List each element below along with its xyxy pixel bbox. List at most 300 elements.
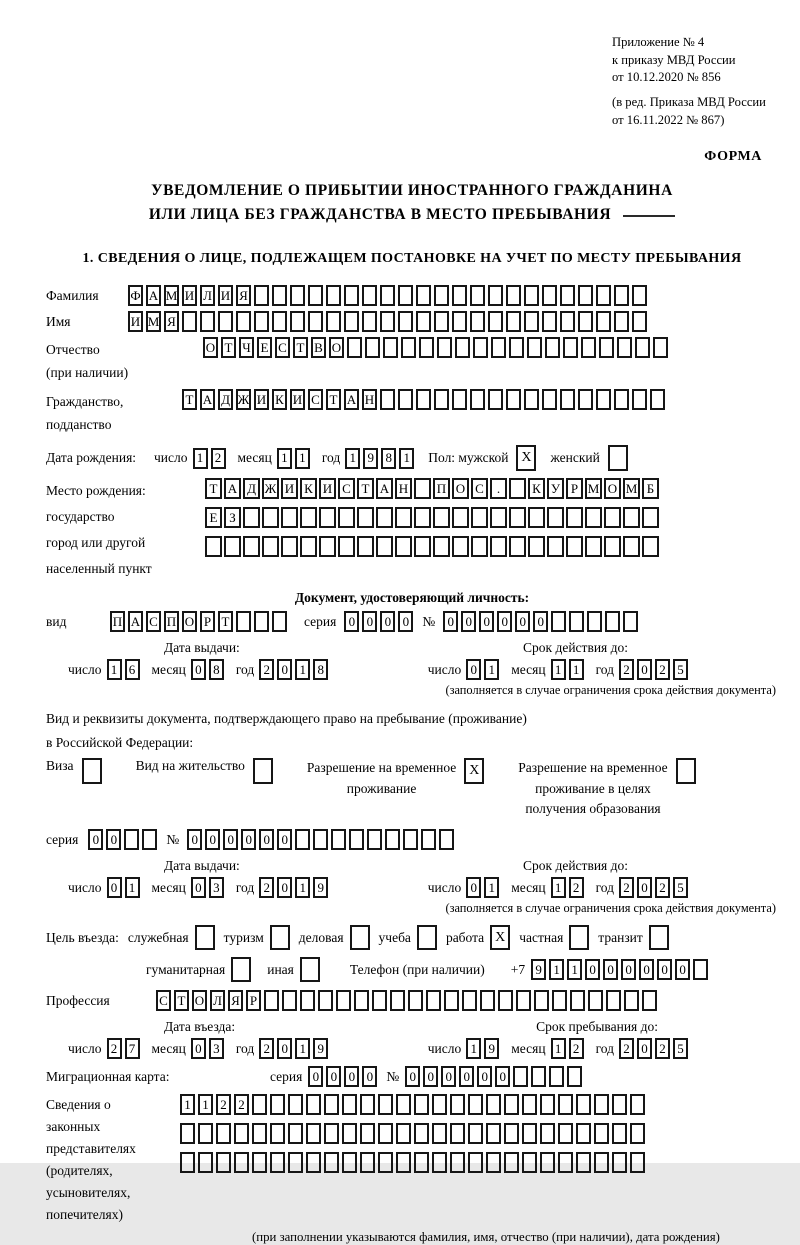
char-cell (488, 285, 503, 306)
char-cell: С (146, 611, 161, 632)
month-label: месяц (237, 450, 272, 466)
char-cell: 0 (466, 659, 481, 680)
stay-day-cells (466, 1038, 502, 1059)
char-cell: 1 (569, 659, 584, 680)
char-cell (142, 829, 157, 850)
char-cell: 8 (313, 659, 328, 680)
residence-issue-day-cells (107, 877, 143, 898)
residence-doc-line-2: в Российской Федерации: (46, 734, 194, 750)
char-cell (432, 1152, 447, 1173)
char-cell: 0 (191, 659, 206, 680)
char-cell (524, 389, 539, 410)
char-cell: Д (243, 478, 260, 499)
char-cell (585, 536, 602, 557)
birthplace-cells-block (205, 478, 661, 565)
birthdate-label: Дата рождения: (46, 450, 137, 466)
residence-valid-year-cells (619, 877, 691, 898)
char-cell (432, 1123, 447, 1144)
identity-valid-month-cells (551, 659, 587, 680)
char-cell (401, 337, 416, 358)
char-cell (524, 285, 539, 306)
residence-issue-month-cells (191, 877, 227, 898)
char-cell (324, 1094, 339, 1115)
char-cell: 2 (259, 659, 274, 680)
entry-year-cells (259, 1038, 331, 1059)
month-label: месяц (151, 879, 186, 895)
doc-number-label: № (422, 613, 436, 629)
entry-date-group (68, 1038, 340, 1059)
char-cell (419, 337, 434, 358)
temp-residence-label-line-2: проживание (346, 780, 417, 796)
char-cell (516, 990, 531, 1011)
char-cell (488, 311, 503, 332)
char-cell (605, 611, 620, 632)
char-cell (416, 285, 431, 306)
purpose-work-checkbox: X (490, 925, 510, 950)
char-cell: 0 (308, 1066, 323, 1087)
char-cell: Д (218, 389, 233, 410)
char-cell: 0 (398, 611, 413, 632)
char-cell (617, 337, 632, 358)
char-cell: 0 (477, 1066, 492, 1087)
char-cell (490, 536, 507, 557)
patronymic-cells (203, 337, 671, 358)
identity-doc-row (46, 611, 778, 632)
char-cell: 2 (619, 1038, 634, 1059)
char-cell: 0 (515, 611, 530, 632)
identity-valid-date (428, 659, 700, 680)
char-cell (344, 285, 359, 306)
char-cell (180, 1152, 195, 1173)
doc-series-label: серия (304, 613, 337, 629)
char-cell (306, 1123, 321, 1144)
birth-day-cells (193, 448, 229, 469)
form-title-line-2-text: ИЛИ ЛИЦА БЕЗ ГРАЖДАНСТВА В МЕСТО ПРЕБЫВАНИЯ (148, 206, 612, 224)
purpose-business-checkbox (350, 925, 370, 950)
char-cell (522, 1152, 537, 1173)
char-cell (295, 829, 310, 850)
purpose-tourism-checkbox (270, 925, 290, 950)
char-cell (354, 990, 369, 1011)
phone-prefix: +7 (510, 961, 526, 977)
visa-label: Виза (46, 758, 74, 774)
char-cell (632, 389, 647, 410)
char-cell (324, 1123, 339, 1144)
annex-note-line-1: (в ред. Приказа МВД России (612, 94, 766, 109)
char-cell: 1 (277, 448, 292, 469)
purpose-study-label: учеба (378, 929, 411, 945)
char-cell: 0 (277, 829, 292, 850)
char-cell (313, 829, 328, 850)
char-cell (531, 1066, 546, 1087)
char-cell (439, 829, 454, 850)
char-cell (308, 285, 323, 306)
char-cell (504, 1152, 519, 1173)
citizenship-label (46, 389, 182, 436)
char-cell (243, 507, 260, 528)
representatives-cells-row-3 (180, 1152, 648, 1173)
char-cell (630, 1123, 645, 1144)
char-cell (272, 611, 287, 632)
char-cell: 2 (107, 1038, 122, 1059)
char-cell: 9 (313, 1038, 328, 1059)
char-cell (566, 507, 583, 528)
char-cell (205, 536, 222, 557)
char-cell (326, 285, 341, 306)
patronymic-label-line-2: (при наличии) (46, 365, 129, 381)
representatives-row (46, 1094, 778, 1226)
char-cell (414, 536, 431, 557)
char-cell: Я (236, 285, 251, 306)
forma-label: ФОРМА (704, 149, 762, 165)
char-cell: 2 (216, 1094, 231, 1115)
char-cell (308, 311, 323, 332)
month-label: месяц (511, 661, 546, 677)
char-cell (522, 1123, 537, 1144)
birthplace-row (46, 478, 778, 582)
char-cell (270, 1094, 285, 1115)
migration-card-label: Миграционная карта: (46, 1068, 170, 1084)
migration-number-cells (405, 1066, 585, 1087)
identity-issue-date (68, 659, 340, 680)
char-cell: 5 (673, 877, 688, 898)
char-cell: А (224, 478, 241, 499)
char-cell: 9 (363, 448, 378, 469)
char-cell: А (344, 389, 359, 410)
birthplace-cells-row-3 (205, 536, 661, 557)
char-cell (396, 1152, 411, 1173)
visa-checkbox (82, 758, 102, 784)
char-cell (560, 311, 575, 332)
year-label: год (595, 1040, 614, 1056)
char-cell (540, 1123, 555, 1144)
char-cell (491, 337, 506, 358)
valid-until-label: Срок действия до: (523, 858, 628, 874)
birthplace-label-line-1: Место рождения: (46, 483, 146, 499)
char-cell (509, 507, 526, 528)
char-cell (509, 478, 526, 499)
char-cell: 0 (461, 611, 476, 632)
temp-residence-label-line-1: Разрешение на временное (306, 760, 457, 776)
char-cell (567, 1066, 582, 1087)
residence-doc-paragraph (46, 707, 778, 754)
char-cell (604, 536, 621, 557)
char-cell (414, 1123, 429, 1144)
char-cell (254, 311, 269, 332)
char-cell: 0 (107, 877, 122, 898)
char-cell: 0 (405, 1066, 420, 1087)
representatives-label-line-4: (родителях, (46, 1163, 113, 1179)
char-cell: 2 (655, 1038, 670, 1059)
char-cell (632, 285, 647, 306)
representatives-note: (при заполнении указываются фамилия, имя, отчество (при наличии), дата рождения) (252, 1230, 720, 1245)
annex-line-2: к приказу МВД России (612, 52, 736, 67)
char-cell (342, 1094, 357, 1115)
char-cell: Ж (262, 478, 279, 499)
char-cell: 0 (223, 829, 238, 850)
char-cell (596, 389, 611, 410)
char-cell: И (319, 478, 336, 499)
doc-kind-cells (110, 611, 290, 632)
purpose-other-checkbox (300, 957, 320, 982)
purpose-official-checkbox (195, 925, 215, 950)
char-cell (450, 1094, 465, 1115)
char-cell (434, 285, 449, 306)
char-cell (434, 311, 449, 332)
char-cell: И (218, 285, 233, 306)
char-cell (624, 990, 639, 1011)
annex-note-line-2: от 16.11.2022 № 867) (612, 112, 725, 127)
birthplace-label-line-2: государство (46, 509, 115, 525)
char-cell (290, 285, 305, 306)
char-cell: С (471, 478, 488, 499)
residence-doc-date-labels (46, 858, 778, 874)
char-cell (630, 1094, 645, 1115)
sex-female-label: женский (550, 450, 600, 466)
char-cell (614, 285, 629, 306)
char-cell (504, 1094, 519, 1115)
purpose-private-label: частная (519, 929, 564, 945)
char-cell: 9 (484, 1038, 499, 1059)
representatives-cells-row-2 (180, 1123, 648, 1144)
char-cell (272, 285, 287, 306)
char-cell: 0 (495, 1066, 510, 1087)
char-cell (576, 1094, 591, 1115)
char-cell (587, 611, 602, 632)
char-cell (594, 1123, 609, 1144)
residence-number-label: № (166, 831, 180, 847)
char-cell (504, 1123, 519, 1144)
char-cell (362, 311, 377, 332)
char-cell (398, 311, 413, 332)
purpose-humanitarian-checkbox (231, 957, 251, 982)
char-cell: 1 (295, 1038, 310, 1059)
char-cell (542, 311, 557, 332)
surname-row (46, 285, 778, 306)
char-cell (342, 1123, 357, 1144)
char-cell: 1 (484, 659, 499, 680)
char-cell (462, 990, 477, 1011)
char-cell (300, 536, 317, 557)
char-cell (342, 1152, 357, 1173)
char-cell (642, 507, 659, 528)
char-cell (376, 507, 393, 528)
purpose-business-label: деловая (298, 929, 344, 945)
char-cell: 2 (619, 659, 634, 680)
year-label: год (235, 1040, 255, 1056)
char-cell (528, 507, 545, 528)
char-cell (198, 1123, 213, 1144)
char-cell: С (308, 389, 323, 410)
char-cell (522, 1094, 537, 1115)
char-cell (380, 389, 395, 410)
char-cell: О (452, 478, 469, 499)
char-cell (614, 389, 629, 410)
residence-doc-dates-row (46, 877, 778, 898)
form-title-line-1: УВЕДОМЛЕНИЕ О ПРИБЫТИИ ИНОСТРАННОГО ГРАЖДАНИНА (151, 182, 673, 200)
char-cell: Т (205, 478, 222, 499)
char-cell: 0 (441, 1066, 456, 1087)
char-cell (578, 389, 593, 410)
char-cell (395, 507, 412, 528)
char-cell: Л (200, 285, 215, 306)
char-cell (290, 311, 305, 332)
temp-residence-edu-label (518, 758, 667, 819)
char-cell: 0 (191, 1038, 206, 1059)
char-cell (490, 507, 507, 528)
birthplace-label-line-4: населенный пункт (46, 561, 152, 577)
char-cell: 0 (277, 1038, 292, 1059)
day-label: число (427, 1040, 462, 1056)
identity-issue-year-cells (259, 659, 331, 680)
char-cell (326, 311, 341, 332)
char-cell: 1 (466, 1038, 481, 1059)
char-cell: Б (642, 478, 659, 499)
char-cell: Т (174, 990, 189, 1011)
char-cell: 0 (637, 1038, 652, 1059)
citizenship-row (46, 389, 778, 436)
char-cell: А (200, 389, 215, 410)
char-cell (234, 1123, 249, 1144)
purpose-other-label: иная (267, 961, 294, 977)
char-cell (606, 990, 621, 1011)
patronymic-row (46, 337, 778, 384)
char-cell: Т (357, 478, 374, 499)
representatives-label-line-3: представителях (46, 1141, 136, 1157)
char-cell (264, 990, 279, 1011)
char-cell (576, 1123, 591, 1144)
char-cell: М (623, 478, 640, 499)
char-cell (452, 311, 467, 332)
purpose-label: Цель въезда: (46, 929, 119, 945)
char-cell (594, 1152, 609, 1173)
year-label: год (235, 879, 255, 895)
representatives-label-line-1: Сведения о (46, 1097, 111, 1113)
char-cell (513, 1066, 528, 1087)
char-cell (357, 507, 374, 528)
char-cell (444, 990, 459, 1011)
char-cell: Я (164, 311, 179, 332)
char-cell (630, 1152, 645, 1173)
purpose-work-label: работа (445, 929, 485, 945)
char-cell (540, 1094, 555, 1115)
char-cell: Т (182, 389, 197, 410)
char-cell (693, 959, 708, 980)
char-cell: О (329, 337, 344, 358)
char-cell (416, 389, 431, 410)
char-cell (596, 311, 611, 332)
phone-label: Телефон (при наличии) (349, 961, 485, 977)
char-cell (604, 507, 621, 528)
char-cell (534, 990, 549, 1011)
char-cell: 0 (277, 877, 292, 898)
char-cell: 0 (362, 1066, 377, 1087)
char-cell: П (433, 478, 450, 499)
char-cell: 0 (88, 829, 103, 850)
char-cell (414, 507, 431, 528)
name-row (46, 311, 778, 332)
char-cell: 0 (241, 829, 256, 850)
stay-year-cells (619, 1038, 691, 1059)
char-cell: 1 (295, 877, 310, 898)
char-cell: К (272, 389, 287, 410)
year-label: год (321, 450, 341, 466)
char-cell (528, 536, 545, 557)
identity-doc-heading: Документ, удостоверяющий личность: (294, 590, 530, 606)
char-cell: 0 (423, 1066, 438, 1087)
char-cell: 1 (399, 448, 414, 469)
char-cell (432, 1094, 447, 1115)
char-cell (612, 1152, 627, 1173)
entry-date-labels (46, 1019, 778, 1035)
char-cell (542, 389, 557, 410)
char-cell: П (164, 611, 179, 632)
char-cell: А (146, 285, 161, 306)
char-cell (506, 389, 521, 410)
char-cell: Е (205, 507, 222, 528)
migration-series-label: серия (270, 1068, 303, 1084)
char-cell: У (547, 478, 564, 499)
char-cell: 0 (326, 1066, 341, 1087)
char-cell (524, 311, 539, 332)
char-cell (551, 611, 566, 632)
char-cell (254, 611, 269, 632)
identity-issue-day-cells (107, 659, 143, 680)
purpose-tourism-label: туризм (223, 929, 264, 945)
char-cell (576, 1152, 591, 1173)
birthplace-cells-row-2 (205, 507, 661, 528)
char-cell: 0 (497, 611, 512, 632)
char-cell: 2 (569, 877, 584, 898)
char-cell: 0 (675, 959, 690, 980)
patronymic-label-line-1: Отчество (46, 342, 100, 358)
char-cell: 0 (621, 959, 636, 980)
char-cell: Р (200, 611, 215, 632)
char-cell (252, 1094, 267, 1115)
char-cell (398, 389, 413, 410)
char-cell: 0 (459, 1066, 474, 1087)
char-cell (642, 536, 659, 557)
char-cell (385, 829, 400, 850)
representatives-label-line-6: попечителях) (46, 1207, 123, 1223)
char-cell: Я (228, 990, 243, 1011)
birthdate-row (46, 445, 778, 471)
char-cell: 0 (603, 959, 618, 980)
char-cell (470, 311, 485, 332)
temp-residence-label (307, 758, 456, 799)
temp-residence-edu-checkbox (676, 758, 696, 784)
residence-permit-label: Вид на жительство (135, 758, 245, 774)
char-cell (563, 337, 578, 358)
char-cell (216, 1152, 231, 1173)
birth-month-cells (277, 448, 313, 469)
char-cell: Е (257, 337, 272, 358)
month-label: месяц (511, 1040, 546, 1056)
char-cell: 0 (637, 659, 652, 680)
char-cell (306, 1094, 321, 1115)
purpose-study-checkbox (417, 925, 437, 950)
char-cell (414, 1152, 429, 1173)
char-cell: 2 (259, 1038, 274, 1059)
char-cell (331, 829, 346, 850)
char-cell (540, 1152, 555, 1173)
char-cell (437, 337, 452, 358)
char-cell (234, 1152, 249, 1173)
char-cell (588, 990, 603, 1011)
char-cell (509, 536, 526, 557)
char-cell (468, 1152, 483, 1173)
sex-female-checkbox (608, 445, 628, 471)
